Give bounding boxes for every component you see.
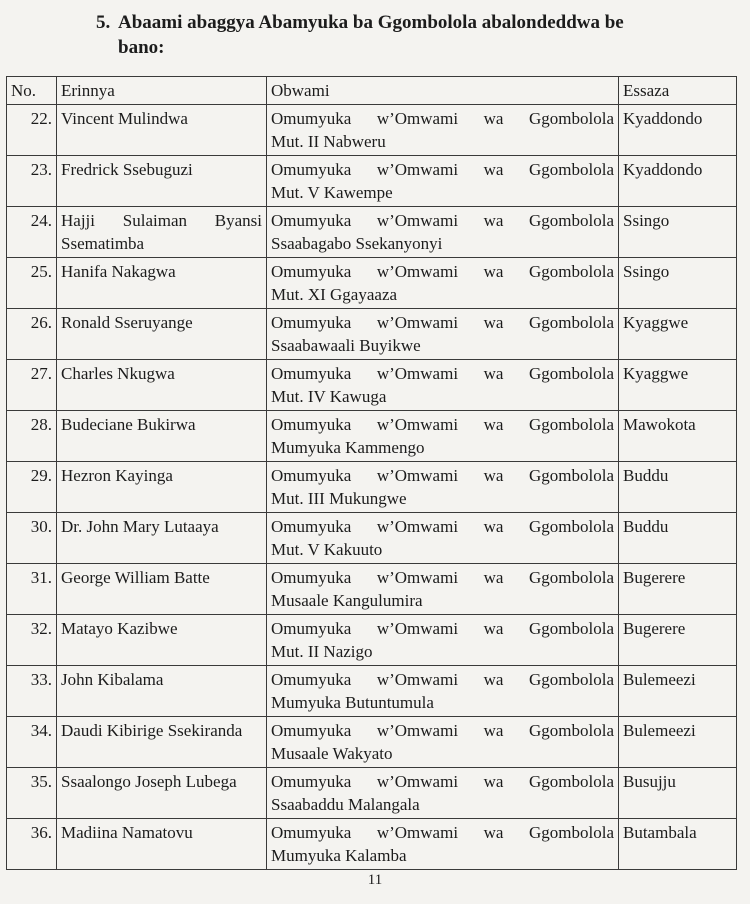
office-title (267, 462, 619, 513)
office-title-line1: Omumyuka w’Omwami wa Ggombolola (271, 721, 614, 740)
office-title (267, 717, 619, 768)
member-name: Matayo Kazibwe (57, 615, 267, 666)
county-name: Ssingo (619, 258, 737, 309)
office-title-line1: Omumyuka w’Omwami wa Ggombolola (271, 568, 614, 587)
county-name: Kyaggwe (619, 309, 737, 360)
office-title-line1: Omumyuka w’Omwami wa Ggombolola (271, 517, 614, 536)
office-title-line2: Mut. V Kawempe (271, 183, 393, 202)
page-number: 11 (367, 872, 383, 888)
office-title-line2: Mut. V Kakuuto (271, 540, 383, 559)
county-name: Kyaddondo (619, 156, 737, 207)
header-name: Erinnya (57, 77, 267, 105)
table-header-row (7, 77, 737, 105)
member-name: Hanifa Nakagwa (57, 258, 267, 309)
table-row (7, 564, 737, 615)
office-title (267, 615, 619, 666)
row-number: 32. (7, 615, 57, 666)
table-row (7, 207, 737, 258)
office-title-line2: Ssaabaddu Malangala (271, 795, 420, 814)
row-number: 34. (7, 717, 57, 768)
header-county: Essaza (619, 77, 737, 105)
office-title (267, 309, 619, 360)
county-name: Busujju (619, 768, 737, 819)
table-row (7, 258, 737, 309)
office-title-line2: Ssaabawaali Buyikwe (271, 336, 421, 355)
office-title (267, 666, 619, 717)
row-number: 26. (7, 309, 57, 360)
county-name: Kyaddondo (619, 105, 737, 156)
table-body (7, 105, 737, 870)
row-number: 30. (7, 513, 57, 564)
table-row (7, 717, 737, 768)
office-title-line1: Omumyuka w’Omwami wa Ggombolola (271, 619, 614, 638)
member-name: Madiina Namatovu (57, 819, 267, 870)
county-name: Bugerere (619, 564, 737, 615)
section-heading-line1: Abaami abaggya Abamyuka ba Ggombolola abalondeddwa be (118, 12, 624, 33)
office-title-line2: Mut. II Nabweru (271, 132, 386, 151)
table-row (7, 309, 737, 360)
table-row (7, 819, 737, 870)
member-name: Dr. John Mary Lutaaya (57, 513, 267, 564)
office-title-line2: Musaale Kangulumira (271, 591, 423, 610)
office-title-line2: Mut. IV Kawuga (271, 387, 387, 406)
row-number: 25. (7, 258, 57, 309)
office-title-line2: Mut. II Nazigo (271, 642, 373, 661)
member-name: Vincent Mulindwa (57, 105, 267, 156)
office-title-line2: Musaale Wakyato (271, 744, 393, 763)
row-number: 22. (7, 105, 57, 156)
member-name: Charles Nkugwa (57, 360, 267, 411)
member-name: Hezron Kayinga (57, 462, 267, 513)
header-office: Obwami (267, 77, 619, 105)
office-title-line1: Omumyuka w’Omwami wa Ggombolola (271, 364, 614, 383)
member-name: Ronald Sseruyange (57, 309, 267, 360)
office-title-line2: Mut. XI Ggayaaza (271, 285, 398, 304)
office-title (267, 105, 619, 156)
county-name: Buddu (619, 462, 737, 513)
member-name: Budeciane Bukirwa (57, 411, 267, 462)
office-title-line1: Omumyuka w’Omwami wa Ggombolola (271, 670, 614, 689)
office-title-line2: Mut. III Mukungwe (271, 489, 407, 508)
office-title-line2: Ssaabagabo Ssekanyonyi (271, 234, 443, 253)
office-title-line1: Omumyuka w’Omwami wa Ggombolola (271, 262, 614, 281)
office-title-line1: Omumyuka w’Omwami wa Ggombolola (271, 415, 614, 434)
row-number: 31. (7, 564, 57, 615)
row-number: 24. (7, 207, 57, 258)
row-number: 28. (7, 411, 57, 462)
member-name: George William Batte (57, 564, 267, 615)
table-row (7, 615, 737, 666)
office-title-line2: Mumyuka Butuntumula (271, 693, 434, 712)
table-row (7, 156, 737, 207)
county-name: Butambala (619, 819, 737, 870)
office-title (267, 819, 619, 870)
section-heading (96, 10, 676, 60)
office-title (267, 768, 619, 819)
county-name: Bulemeezi (619, 717, 737, 768)
office-title-line1: Omumyuka w’Omwami wa Ggombolola (271, 823, 614, 842)
section-heading-line2: bano: (118, 37, 165, 58)
office-title (267, 564, 619, 615)
office-title (267, 411, 619, 462)
row-number: 27. (7, 360, 57, 411)
member-name: Hajji Sulaiman Byansi Ssematimba (57, 207, 267, 258)
table-row (7, 513, 737, 564)
office-title (267, 513, 619, 564)
county-name: Kyaggwe (619, 360, 737, 411)
member-name: Daudi Kibirige Ssekiranda (57, 717, 267, 768)
table-row (7, 462, 737, 513)
county-name: Mawokota (619, 411, 737, 462)
office-title-line1: Omumyuka w’Omwami wa Ggombolola (271, 109, 614, 128)
office-title-line1: Omumyuka w’Omwami wa Ggombolola (271, 160, 614, 179)
table-row (7, 360, 737, 411)
office-title-line1: Omumyuka w’Omwami wa Ggombolola (271, 466, 614, 485)
table-row (7, 411, 737, 462)
office-title-line1: Omumyuka w’Omwami wa Ggombolola (271, 772, 614, 791)
office-title (267, 156, 619, 207)
member-name: Fredrick Ssebuguzi (57, 156, 267, 207)
office-title (267, 207, 619, 258)
row-number: 29. (7, 462, 57, 513)
row-number: 35. (7, 768, 57, 819)
header-no: No. (7, 77, 57, 105)
county-name: Ssingo (619, 207, 737, 258)
office-title-line2: Mumyuka Kalamba (271, 846, 407, 865)
appointees-table (6, 76, 737, 870)
office-title (267, 360, 619, 411)
table-row (7, 768, 737, 819)
office-title (267, 258, 619, 309)
county-name: Bugerere (619, 615, 737, 666)
member-name: John Kibalama (57, 666, 267, 717)
row-number: 33. (7, 666, 57, 717)
office-title-line1: Omumyuka w’Omwami wa Ggombolola (271, 313, 614, 332)
table-row (7, 666, 737, 717)
row-number: 23. (7, 156, 57, 207)
member-name: Ssaalongo Joseph Lubega (57, 768, 267, 819)
county-name: Buddu (619, 513, 737, 564)
county-name: Bulemeezi (619, 666, 737, 717)
office-title-line1: Omumyuka w’Omwami wa Ggombolola (271, 211, 614, 230)
office-title-line2: Mumyuka Kammengo (271, 438, 425, 457)
table-row (7, 105, 737, 156)
section-number: 5. (96, 12, 111, 33)
row-number: 36. (7, 819, 57, 870)
